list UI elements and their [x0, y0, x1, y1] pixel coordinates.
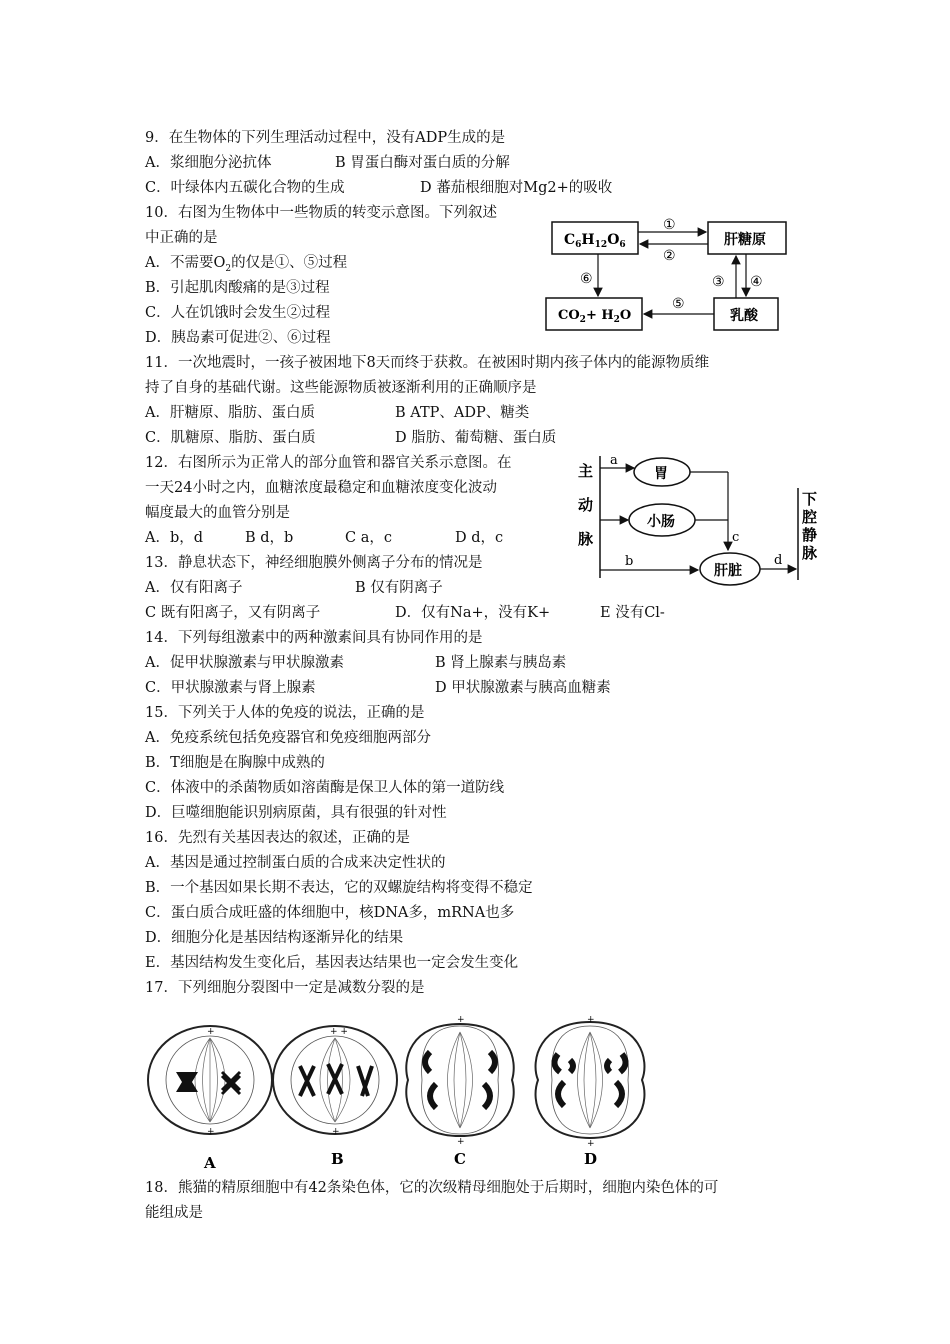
q11-option-c: C．肌糖原、脂肪、蛋白质 [145, 430, 316, 446]
q15-option-d: D．巨噬细胞能识别病原菌，具有很强的针对性 [145, 805, 447, 821]
q17-stem: 17．下列细胞分裂图中一定是减数分裂的是 [145, 980, 425, 996]
q16-option-c: C．蛋白质合成旺盛的体细胞中，核DNA多，mRNA也多 [145, 905, 515, 921]
q10-option-d: D．胰岛素可促进②、⑥过程 [145, 330, 331, 346]
vessel-a-label: a [610, 453, 618, 468]
vessel-d-label: d [774, 553, 783, 568]
step-2-label: ② [663, 248, 676, 264]
svg-text:+: + [587, 1139, 595, 1149]
q11-option-a: A．肝糖原、脂肪、蛋白质 [145, 405, 315, 421]
q10-option-b: B．引起肌肉酸痛的是③过程 [145, 280, 330, 296]
aorta-char-1: 主 [578, 462, 594, 480]
q18-stem-line1: 18．熊猫的精原细胞中有42条染色体，它的次级精母细胞处于后期时，细胞内染色体的可 [145, 1180, 719, 1196]
q10-metabolism-diagram [540, 208, 800, 338]
q16-stem: 16．先烈有关基因表达的叙述，正确的是 [145, 830, 410, 846]
q11-stem-line1: 11．一次地震时，一孩子被困地下8天而终于获救。在被困时期内孩子体内的能源物质维 [145, 355, 710, 371]
vein-char-1: 下 [802, 490, 818, 508]
svg-text:+ +: + + [330, 1027, 348, 1037]
q13-stem: 13．静息状态下，神经细胞膜外侧离子分布的情况是 [145, 555, 483, 571]
aorta-char-2: 动 [578, 496, 594, 514]
q16-option-b: B．一个基因如果长期不表达，它的双螺旋结构将变得不稳定 [145, 880, 533, 896]
q9-stem: 9．在生物体的下列生理活动过程中，没有ADP生成的是 [145, 130, 506, 146]
cell-label-b: B [331, 1150, 344, 1168]
cell-label-c: C [454, 1150, 466, 1168]
q9-option-a: A．浆细胞分泌抗体 [145, 155, 272, 171]
q16-option-d: D．细胞分化是基因结构逐渐异化的结果 [145, 930, 404, 946]
q14-option-b: B 肾上腺素与胰岛素 [435, 655, 567, 671]
q12-stem-line1: 12．右图所示为正常人的部分血管和器官关系示意图。在 [145, 455, 512, 471]
q18-stem-line2: 能组成是 [145, 1205, 203, 1221]
q12-option-c: C a，c [345, 530, 392, 546]
vessel-b-label: b [625, 554, 634, 569]
q17-cell-division-figure [140, 1010, 660, 1175]
cell-c [406, 1015, 513, 1147]
q16-option-e: E．基因结构发生变化后，基因表达结果也一定会发生变化 [145, 955, 519, 971]
q14-option-d: D 甲状腺激素与胰高血糖素 [435, 680, 611, 696]
aorta-char-3: 脉 [578, 530, 594, 548]
intestine-label: 小肠 [647, 514, 675, 530]
q15-option-c: C．体液中的杀菌物质如溶菌酶是保卫人体的第一道防线 [145, 780, 505, 796]
q11-stem-line2: 持了自身的基础代谢。这些能源物质被逐渐利用的正确顺序是 [145, 380, 537, 396]
q14-option-c: C．甲状腺激素与肾上腺素 [145, 680, 316, 696]
svg-text:+: + [457, 1015, 465, 1025]
svg-text:+: + [207, 1027, 215, 1037]
q12-option-d: D d，c [455, 530, 504, 546]
cell-label-d: D [584, 1150, 598, 1168]
svg-text:+: + [332, 1127, 340, 1137]
svg-text:+: + [207, 1127, 215, 1137]
q12-option-b: B d，b [245, 530, 294, 546]
q16-option-a: A．基因是通过控制蛋白质的合成来决定性状的 [145, 855, 446, 871]
stomach-label: 胃 [654, 466, 668, 482]
q13-option-c: C 既有阳离子，又有阴离子 [145, 605, 321, 621]
vein-char-2: 腔 [802, 508, 818, 526]
svg-text:+: + [587, 1015, 595, 1025]
vein-char-3: 静 [802, 526, 818, 544]
q9-option-b: B 胃蛋白酶对蛋白质的分解 [335, 155, 510, 171]
q11-option-b: B ATP、ADP、糖类 [395, 405, 530, 421]
lactic-acid-label: 乳酸 [730, 308, 758, 324]
q14-option-a: A．促甲状腺激素与甲状腺激素 [145, 655, 344, 671]
q11-option-d: D 脂肪、葡萄糖、蛋白质 [395, 430, 557, 446]
q10-stem-line1: 10．右图为生物体中一些物质的转变示意图。下列叙述 [145, 205, 497, 221]
step-4-label: ④ [750, 274, 763, 290]
q10-option-c: C．人在饥饿时会发生②过程 [145, 305, 331, 321]
glucose-label: $C_6H_{12}O_6$ [564, 232, 626, 250]
step-3-label: ③ [712, 274, 725, 290]
vein-char-4: 脉 [802, 544, 818, 562]
vessel-c-label: c [732, 530, 740, 545]
cell-label-a: A [204, 1154, 216, 1172]
q15-stem: 15．下列关于人体的免疫的说法，正确的是 [145, 705, 425, 721]
cell-b [273, 1026, 397, 1137]
q13-option-a: A．仅有阳离子 [145, 580, 243, 596]
step-5-label: ⑤ [672, 296, 685, 312]
q13-option-b: B 仅有阴离子 [355, 580, 443, 596]
q9-option-c: C．叶绿体内五碳化合物的生成 [145, 180, 345, 196]
q13-option-e: E 没有Cl- [600, 605, 665, 621]
q12-blood-vessel-diagram [570, 448, 830, 593]
q14-stem: 14．下列每组激素中的两种激素间具有协同作用的是 [145, 630, 483, 646]
q10-option-a: A．不需要$O_2$的仅是①、⑤过程 [145, 255, 348, 274]
q15-option-b: B．T细胞是在胸腺中成熟的 [145, 755, 325, 771]
step-6-label: ⑥ [580, 271, 593, 287]
q12-stem-line3: 幅度最大的血管分别是 [145, 505, 290, 521]
q10-stem-line2: 中正确的是 [145, 230, 218, 246]
liver-label: 肝脏 [714, 563, 742, 579]
cell-a [148, 1026, 272, 1137]
q12-option-a: A．b，d [145, 530, 204, 546]
q9-option-d: D 蕃茄根细胞对Mg2+的吸收 [420, 180, 613, 196]
co2-h2o-label: $CO_2+ H_2O$ [558, 308, 632, 325]
q13-option-d: D．仅有Na+，没有K+ [395, 605, 551, 621]
q15-option-a: A．免疫系统包括免疫器官和免疫细胞两部分 [145, 730, 431, 746]
glycogen-label: 肝糖原 [724, 232, 766, 248]
svg-text:+: + [457, 1137, 465, 1147]
cell-d [536, 1015, 645, 1149]
q12-stem-line2: 一天24小时之内，血糖浓度最稳定和血糖浓度变化波动 [145, 480, 497, 496]
step-1-label: ① [663, 217, 676, 233]
